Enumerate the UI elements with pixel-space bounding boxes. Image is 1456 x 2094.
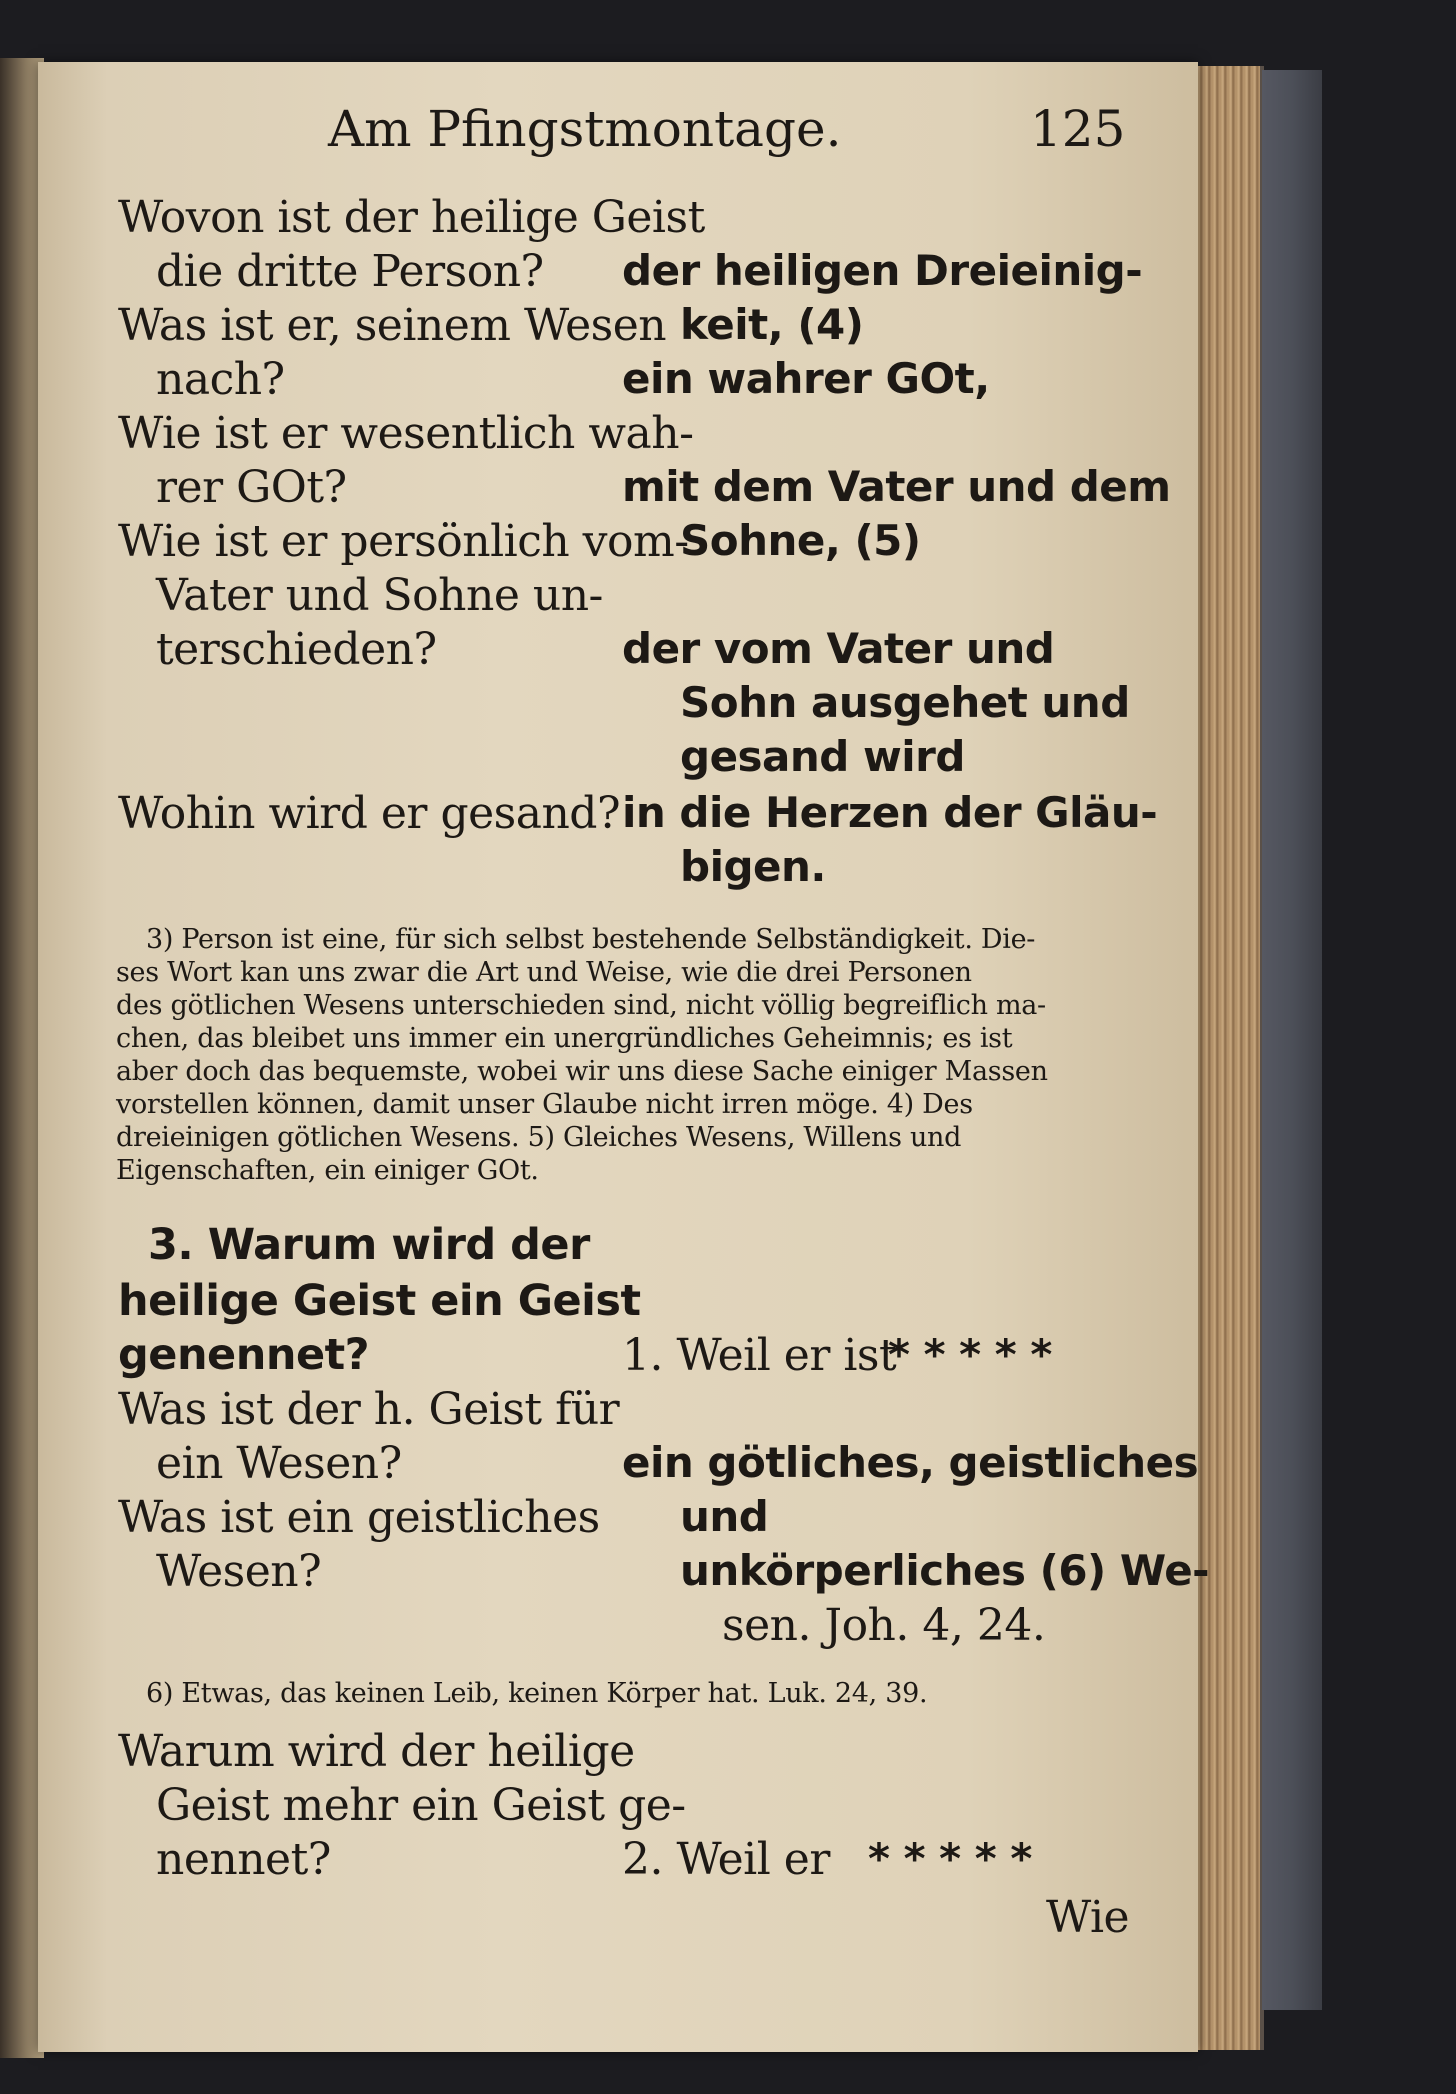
section-heading: genennet? xyxy=(118,1330,370,1380)
section-heading: heilige Geist ein Geist xyxy=(118,1276,641,1326)
answer-line: ein wahrer GOt, xyxy=(622,354,990,403)
answer-line: bigen. xyxy=(680,842,826,891)
answer-line: sen. Joh. 4, 24. xyxy=(722,1600,1046,1651)
book-cover-edge xyxy=(1262,70,1322,2010)
footnote-line: dreieinigen götlichen Wesens. 5) Gleiches Wesens, Willens und xyxy=(116,1122,962,1153)
answer-line: 2. Weil er xyxy=(622,1834,830,1885)
question-line: Wohin wird er gesand? xyxy=(118,788,621,839)
footnote-line: des götlichen Wesens unterschieden sind, nicht völlig begreiflich ma- xyxy=(116,990,1046,1021)
leader-dots: * * * * * xyxy=(888,1330,1052,1379)
question-line: terschieden? xyxy=(156,624,437,675)
footnote-line: vorstellen können, damit unser Glaube nicht irren möge. 4) Des xyxy=(116,1089,973,1120)
section-heading: 3. Warum wird der xyxy=(148,1220,590,1270)
answer-line: gesand wird xyxy=(680,732,965,781)
question-line: nach? xyxy=(156,354,285,405)
answer-line: keit, (4) xyxy=(680,300,864,349)
footnote-line: ses Wort kan uns zwar die Art und Weise, wie die drei Personen xyxy=(116,957,972,988)
question-line: Warum wird der heilige xyxy=(118,1726,635,1777)
question-line: Was ist ein geistliches xyxy=(118,1492,600,1543)
answer-line: 1. Weil er ist xyxy=(622,1330,897,1381)
question-line: Wie ist er wesentlich wah- xyxy=(118,408,694,459)
answer-line: unkörperliches (6) We- xyxy=(680,1546,1210,1595)
question-line: Was ist der h. Geist für xyxy=(118,1384,620,1435)
question-line: Wesen? xyxy=(156,1546,322,1597)
footnote-line: 6) Etwas, das keinen Leib, keinen Körper hat. Luk. 24, 39. xyxy=(146,1678,928,1709)
question-line: Geist mehr ein Geist ge- xyxy=(156,1780,686,1831)
answer-line: mit dem Vater und dem xyxy=(622,462,1171,511)
answer-line: in die Herzen der Gläu- xyxy=(622,788,1158,837)
answer-line: Sohn ausgehet und xyxy=(680,678,1130,727)
question-line: Was ist er, seinem Wesen xyxy=(118,300,667,351)
footnote-line: aber doch das bequemste, wobei wir uns diese Sache einiger Massen xyxy=(116,1056,1048,1087)
page-number: 125 xyxy=(1030,100,1126,158)
answer-line: ein götliches, geistliches xyxy=(622,1438,1199,1487)
question-line: ein Wesen? xyxy=(156,1438,402,1489)
running-header: Am Pfingstmontage. xyxy=(328,100,842,158)
catchword: Wie xyxy=(1046,1892,1130,1943)
leader-dots: * * * * * xyxy=(868,1834,1032,1883)
question-line: Wie ist er persönlich vom- xyxy=(118,516,689,567)
question-line: Vater und Sohne un- xyxy=(156,570,603,621)
answer-line: und xyxy=(680,1492,769,1541)
answer-line: der vom Vater und xyxy=(622,624,1055,673)
question-line: Wovon ist der heilige Geist xyxy=(118,192,705,243)
book-page xyxy=(38,62,1210,2052)
footnote-line: Eigenschaften, ein einiger GOt. xyxy=(116,1155,539,1186)
footnote-line: 3) Person ist eine, für sich selbst bestehende Selbständigkeit. Die- xyxy=(146,924,1036,955)
answer-line: der heiligen Dreieinig- xyxy=(622,246,1143,295)
footnote-line: chen, das bleibet uns immer ein unergründliches Geheimnis; es ist xyxy=(116,1023,1013,1054)
question-line: rer GOt? xyxy=(156,462,347,513)
question-line: nennet? xyxy=(156,1834,331,1885)
answer-line: Sohne, (5) xyxy=(680,516,921,565)
question-line: die dritte Person? xyxy=(156,246,544,297)
